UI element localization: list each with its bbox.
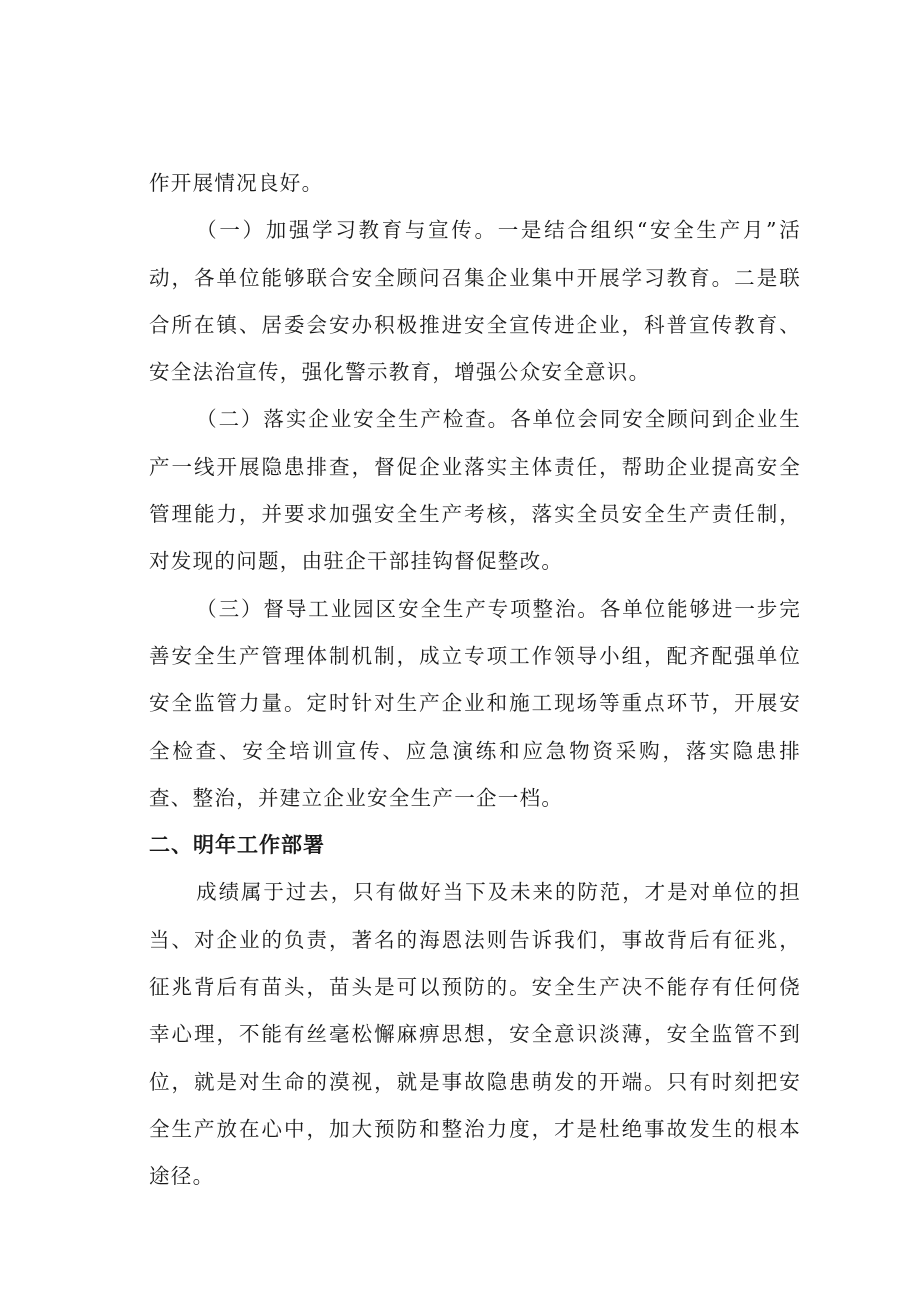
- paragraph-study-education: （一）加强学习教育与宣传。一是结合组织“安全生产月”活动，各单位能够联合安全顾问召集企业集中开展学习教育。二是联合所在镇、居委会安办积极推进安全宣传进企业，科普宣传教育、安全法治宣传，强化警示教育，增强公众安全意识。: [149, 218, 801, 385]
- paragraph-industrial-park-rectification: （三）督导工业园区安全生产专项整治。各单位能够进一步完善安全生产管理体制机制，成立专项工作领导小组，配齐配强单位安全监管力量。定时针对生产企业和施工现场等重点环节，开展安全检查、安全培训宣传、应急演练和应急物资采购，落实隐患排查、整治，并建立企业安全生产一企一档。: [149, 596, 801, 810]
- document-body: [149, 160, 801, 1201]
- paragraph-safety-inspection: （二）落实企业安全生产检查。各单位会同安全顾问到企业生产一线开展隐患排查，督促企业落实主体责任，帮助企业提高安全管理能力，并要求加强安全生产考核，落实全员安全生产责任制，对发现的问题，由驻企干部挂钩督促整改。: [149, 407, 801, 574]
- paragraph-next-year-plan: 成绩属于过去，只有做好当下及未来的防范，才是对单位的担当、对企业的负责，著名的海恩法则告诉我们，事故背后有征兆，征兆背后有苗头，苗头是可以预防的。安全生产决不能存有任何侥幸心理，不能有丝毫松懈麻痹思想，安全意识淡薄，安全监管不到位，就是对生命的漠视，就是事故隐患萌发的开端。只有时刻把安全生产放在心中，加大预防和整治力度，才是杜绝事故发生的根本途径。: [149, 880, 801, 1189]
- section-heading: 二、明年工作部署: [149, 833, 325, 858]
- paragraph-continuation: 作开展情况良好。: [149, 171, 324, 195]
